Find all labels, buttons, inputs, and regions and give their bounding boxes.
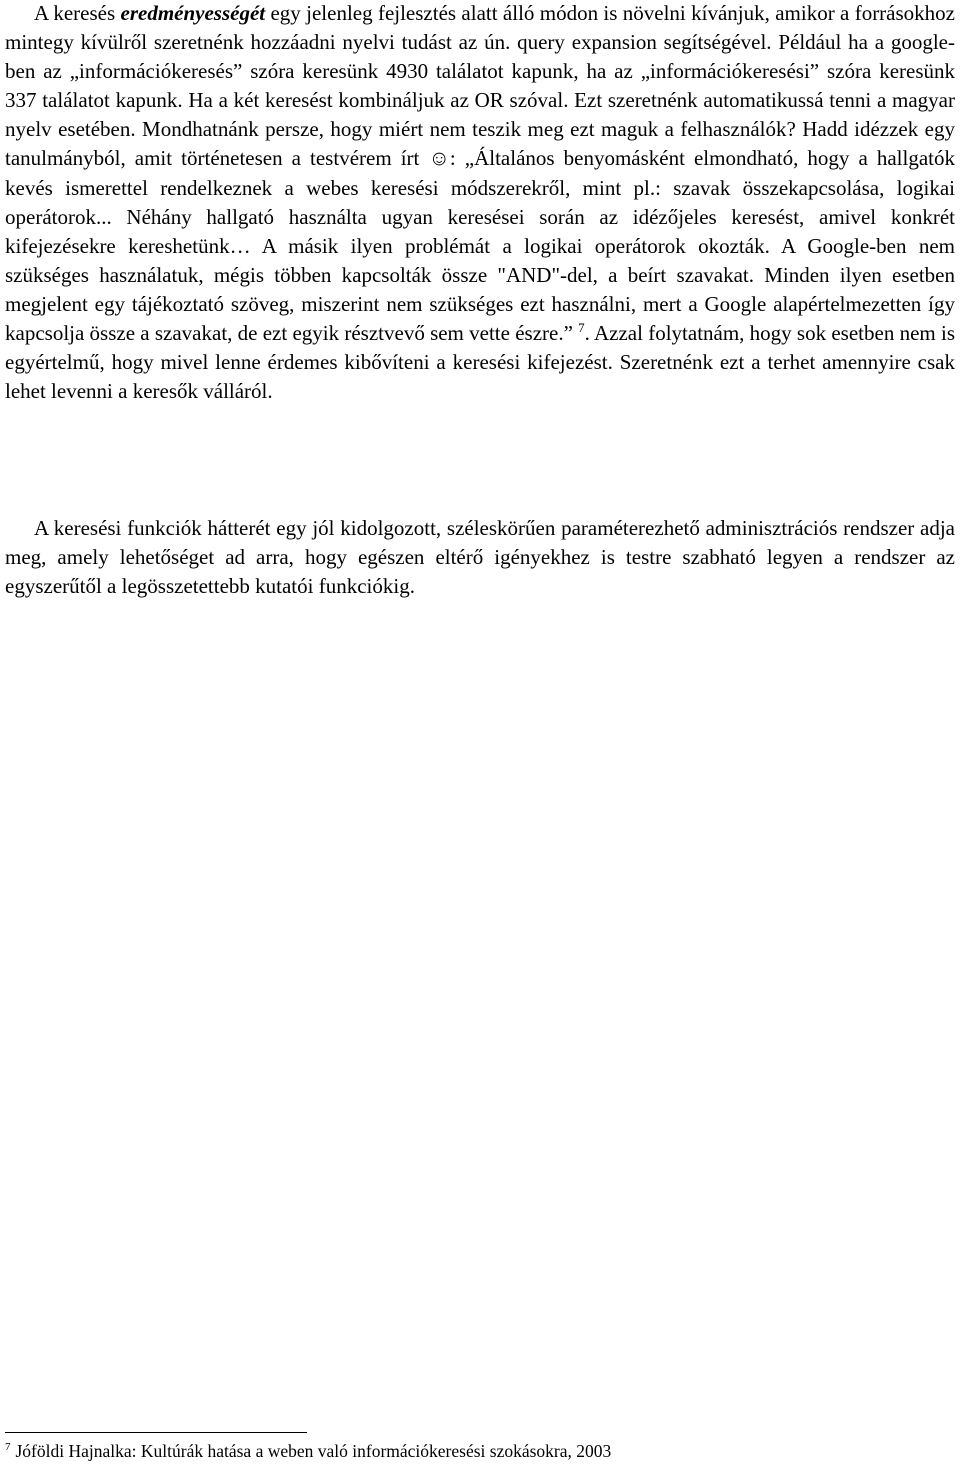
- footnote: [5, 1440, 955, 1462]
- paragraph-text: egy jelenleg fejlesztés alatt álló módon is növelni kívánjuk, amikor a forrásokhoz mintegy kívülről szeretnénk hozzáadni nyelvi tudást az ún. query expansion segítségével. Például ha a google-ben az „információkeresés” szóra keresünk 4930 találatot kapunk, ha az „információkeresési” szóra keresünk 337 találatot kapunk. Ha a két keresést kombináljuk az OR szóval. Ezt szeretnénk automatikussá tenni a magyar nyelv esetében. Mondhatnánk persze, hogy miért nem teszik meg ezt maguk a felhasználók? Hadd idézzek egy tanulmányból, amit történetesen a testvérem írt: [5, 1, 955, 171]
- body-paragraph-1: [5, 0, 955, 406]
- footnote-separator: [5, 1432, 307, 1433]
- body-paragraph-2: A keresési funkciók hátterét egy jól kidolgozott, széleskörűen paraméterezhető adminisztrációs rendszer adja meg, amely lehetőséget ad arra, hogy egészen eltérő igényekhez is testre szabható legyen a rendszer az egyszerűtől a legösszetettebb kutatói funkciókig.: [5, 516, 955, 599]
- footnote-reference[interactable]: 7: [578, 320, 585, 336]
- quotation-text: : „Általános benyomásként elmondható, hogy a hallgatók kevés ismerettel rendelkeznek a webes keresési módszerekről, mint pl.: szavak összekapcsolása, logikai operátorok... Néhány hallgató használta ugyan keresései során az idézőjeles keresést, amivel konkrét kifejezésekre kereshetünk… A másik ilyen problémát a logikai operátorok okozták. A Google-ben nem szükséges használatuk, mégis többen kapcsolták össze "AND"-del, a beírt szavakat. Minden ilyen esetben megjelent egy tájékoztató szöveg, miszerint nem szükséges ezt használni, mert a Google alapértelmezetten így kapcsolja össze a szavakat, de ezt egyik résztvevő sem vette észre.”: [5, 146, 955, 346]
- footnote-mark: 7: [5, 1441, 11, 1454]
- paragraph-text: . Azzal folytatnám, hogy sok esetben nem is egyértelmű, hogy mivel lenne érdemes kibővíteni a keresési kifejezést. Szeretnénk ezt a terhet amennyire csak lehet levenni a keresők válláról.: [5, 321, 955, 404]
- emphasized-word: eredményességét: [120, 1, 266, 25]
- smiley-icon: ☺: [428, 146, 450, 171]
- paragraph-text: A keresés: [34, 1, 121, 25]
- footnote-text: Jóföldi Hajnalka: Kultúrák hatása a weben való információkeresési szokásokra, 2003: [15, 1441, 612, 1461]
